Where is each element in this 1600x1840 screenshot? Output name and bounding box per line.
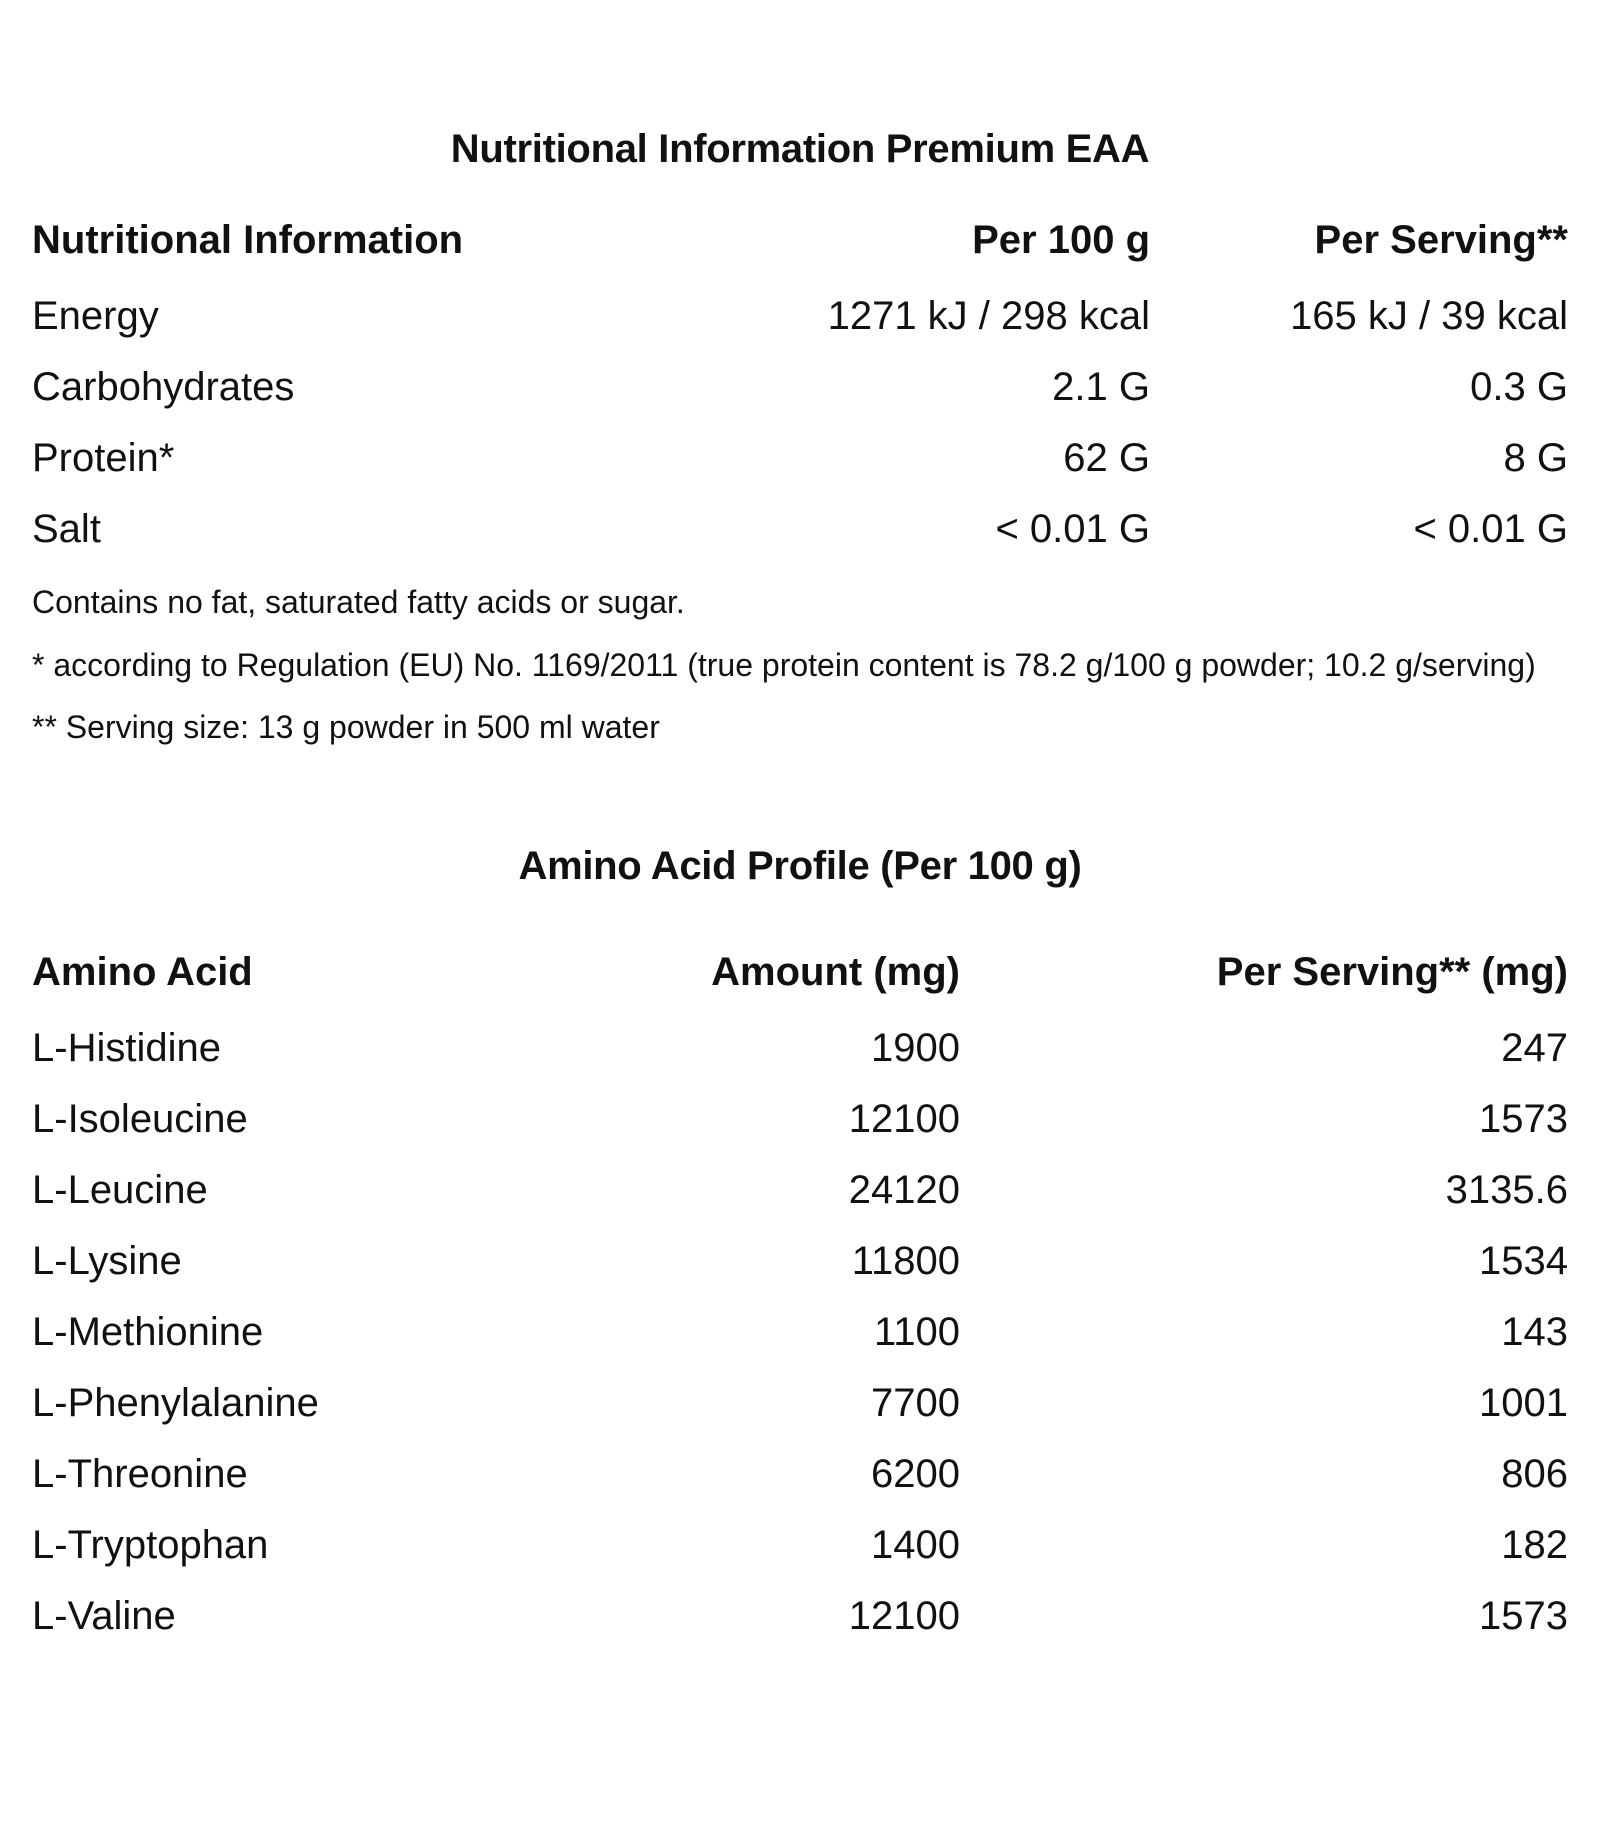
nutrient-per100: 1271 kJ / 298 kcal	[827, 294, 1150, 338]
amino-row-valine	[0, 1586, 1600, 1646]
amino-amount: 6200	[871, 1452, 960, 1496]
amino-amount: 1100	[873, 1310, 960, 1354]
nutrient-name: Protein*	[32, 436, 175, 480]
amino-header-row	[0, 942, 1600, 1002]
amino-perserving: 1001	[1479, 1381, 1568, 1425]
amino-perserving: 1534	[1479, 1239, 1568, 1283]
amino-name: L-Valine	[32, 1594, 176, 1638]
amino-perserving: 182	[1501, 1523, 1568, 1567]
nutrient-name: Salt	[32, 507, 101, 551]
amino-amount: 1400	[871, 1523, 960, 1567]
amino-name: L-Tryptophan	[32, 1523, 269, 1567]
amino-row-histidine	[0, 1018, 1600, 1078]
nutrition-row-salt	[0, 499, 1600, 559]
nutrition-row-carbohydrates	[0, 357, 1600, 417]
nutrient-name: Carbohydrates	[32, 365, 295, 409]
amino-perserving: 247	[1501, 1026, 1568, 1070]
note-protein-regulation: * according to Regulation (EU) No. 1169/2011 (true protein content is 78.2 g/100 g powder; 10.2 g/serving)	[32, 647, 1536, 683]
note-no-fat: Contains no fat, saturated fatty acids or sugar.	[32, 584, 685, 620]
amino-perserving: 806	[1501, 1452, 1568, 1496]
note-serving-size: ** Serving size: 13 g powder in 500 ml water	[32, 709, 660, 745]
amino-row-threonine	[0, 1444, 1600, 1504]
nutrition-header-per100: Per 100 g	[972, 218, 1150, 262]
amino-row-leucine	[0, 1160, 1600, 1220]
amino-name: L-Isoleucine	[32, 1097, 248, 1141]
nutrient-per100: 62 G	[1063, 436, 1150, 480]
amino-header-perserving: Per Serving** (mg)	[1216, 950, 1568, 994]
amino-perserving: 143	[1501, 1310, 1568, 1354]
amino-amount: 12100	[848, 1594, 960, 1638]
nutrition-title: Nutritional Information Premium EAA	[450, 127, 1150, 171]
nutrition-header-row	[0, 210, 1600, 270]
nutrient-name: Energy	[32, 294, 159, 338]
amino-amount: 11800	[851, 1239, 960, 1283]
amino-name: L-Phenylalanine	[32, 1381, 319, 1425]
amino-perserving: 3135.6	[1445, 1168, 1568, 1212]
amino-amount: 1900	[871, 1026, 960, 1070]
amino-row-lysine	[0, 1231, 1600, 1291]
nutrient-per100: 2.1 G	[1052, 365, 1150, 409]
amino-name: L-Lysine	[32, 1239, 182, 1283]
amino-row-phenylalanine	[0, 1373, 1600, 1433]
amino-perserving: 1573	[1479, 1594, 1568, 1638]
nutrition-header-perserving: Per Serving**	[1314, 218, 1568, 262]
amino-title: Amino Acid Profile (Per 100 g)	[518, 844, 1082, 888]
amino-header-name: Amino Acid	[32, 950, 253, 994]
nutrient-perserving: 0.3 G	[1470, 365, 1568, 409]
nutrition-row-protein	[0, 428, 1600, 488]
amino-name: L-Threonine	[32, 1452, 248, 1496]
nutrient-perserving: < 0.01 G	[1413, 507, 1568, 551]
amino-name: L-Leucine	[32, 1168, 208, 1212]
amino-name: L-Methionine	[32, 1310, 264, 1354]
nutrient-per100: < 0.01 G	[995, 507, 1150, 551]
amino-amount: 7700	[871, 1381, 960, 1425]
amino-perserving: 1573	[1479, 1097, 1568, 1141]
nutrition-header-name: Nutritional Information	[32, 218, 464, 262]
nutrition-row-energy	[0, 286, 1600, 346]
amino-row-tryptophan	[0, 1515, 1600, 1575]
amino-header-amount: Amount (mg)	[711, 950, 960, 994]
amino-amount: 12100	[848, 1097, 960, 1141]
amino-amount: 24120	[848, 1168, 960, 1212]
nutrient-perserving: 165 kJ / 39 kcal	[1290, 294, 1568, 338]
amino-row-methionine	[0, 1302, 1600, 1362]
amino-row-isoleucine	[0, 1089, 1600, 1149]
nutrient-perserving: 8 G	[1503, 436, 1568, 480]
amino-name: L-Histidine	[32, 1026, 221, 1070]
